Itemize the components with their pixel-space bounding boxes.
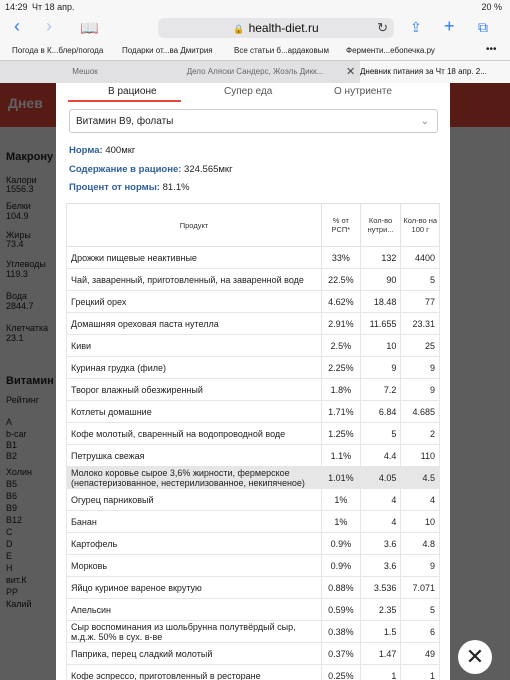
nutrient-modal	[56, 83, 450, 680]
product-name: Кофе молотый, сваренный на водопроводной воде	[67, 423, 322, 445]
rsp-percent: 1.01%	[322, 467, 361, 489]
norm-label: Норма:	[69, 145, 103, 156]
nutrient-amount: 4	[360, 489, 401, 511]
table-row[interactable]	[67, 643, 440, 665]
table-row[interactable]	[67, 577, 440, 599]
per-100g: 7.071	[401, 577, 440, 599]
content-label: Содержание в рационе:	[69, 164, 182, 175]
per-100g: 2	[401, 423, 440, 445]
nutrient-amount: 4.05	[360, 467, 401, 489]
nutrient-amount: 2.35	[360, 599, 401, 621]
rsp-percent: 0.88%	[322, 577, 361, 599]
product-name: Картофель	[67, 533, 322, 555]
column-header-amount[interactable]: Кол-во нутри...	[360, 204, 401, 247]
bookmark-item[interactable]: Ферменти...ебопечка.ру	[346, 46, 435, 55]
per-100g: 5	[401, 599, 440, 621]
close-modal-button[interactable]	[458, 640, 492, 674]
tab-item[interactable]: Мешок	[72, 67, 98, 76]
share-icon[interactable]: ⇪	[410, 19, 422, 35]
per-100g: 110	[401, 445, 440, 467]
product-name: Молоко коровье сырое 3,6% жирности, фермерское (непастеризованное, нестерилизованное, некипяченое)	[67, 467, 322, 489]
norm-value: 400мкг	[105, 145, 136, 156]
rsp-percent: 22.5%	[322, 269, 361, 291]
nutrient-amount: 3.6	[360, 533, 401, 555]
product-name: Яйцо куриное вареное вкрутую	[67, 577, 322, 599]
rsp-percent: 0.37%	[322, 643, 361, 665]
rsp-percent: 2.5%	[322, 335, 361, 357]
nutrient-amount: 18.48	[360, 291, 401, 313]
table-row[interactable]	[67, 357, 440, 379]
nutrient-select[interactable]	[69, 109, 438, 133]
rsp-percent: 1%	[322, 489, 361, 511]
product-name: Грецкий орех	[67, 291, 322, 313]
plus-icon[interactable]: +	[444, 16, 455, 36]
column-header-product[interactable]: Продукт	[67, 204, 322, 247]
per-100g: 9	[401, 357, 440, 379]
rsp-percent: 1.71%	[322, 401, 361, 423]
table-row[interactable]	[67, 313, 440, 335]
url-text: health-diet.ru	[248, 21, 319, 35]
product-name: Апельсин	[67, 599, 322, 621]
url-bar[interactable]	[158, 18, 394, 38]
nutrient-amount: 6.84	[360, 401, 401, 423]
product-name: Огурец парниковый	[67, 489, 322, 511]
nutrient-amount: 11.655	[360, 313, 401, 335]
rsp-percent: 2.25%	[322, 357, 361, 379]
table-row[interactable]	[67, 665, 440, 680]
nutrient-amount: 132	[360, 247, 401, 269]
product-name: Морковь	[67, 555, 322, 577]
bookmark-item[interactable]: Все статьи б...ардаковым	[234, 46, 329, 55]
table-row[interactable]	[67, 247, 440, 269]
rsp-percent: 1.8%	[322, 379, 361, 401]
per-100g: 49	[401, 643, 440, 665]
nutrient-amount: 4.4	[360, 445, 401, 467]
rsp-percent: 4.62%	[322, 291, 361, 313]
tab-strip	[0, 60, 510, 83]
per-100g: 4.5	[401, 467, 440, 489]
tab-item-active[interactable]: Дневник питания за Чт 18 апр. 2...	[360, 61, 510, 83]
nutrient-amount: 7.2	[360, 379, 401, 401]
nutrient-amount: 10	[360, 335, 401, 357]
per-100g: 4400	[401, 247, 440, 269]
nutrient-amount: 90	[360, 269, 401, 291]
per-100g: 9	[401, 379, 440, 401]
browser-toolbar	[0, 14, 510, 42]
status-battery: 20 %	[481, 2, 502, 12]
bookmarks-bar	[0, 42, 510, 60]
bookmark-item[interactable]: Погода в К...блер/погода	[12, 46, 104, 55]
rsp-percent: 0.9%	[322, 533, 361, 555]
close-icon: ✕	[465, 644, 485, 669]
rsp-percent: 1.25%	[322, 423, 361, 445]
status-bar	[0, 0, 510, 14]
per-100g: 4.685	[401, 401, 440, 423]
bookmark-item[interactable]: Подарки от...ва Дмитрия	[122, 46, 213, 55]
nutrient-amount: 3.536	[360, 577, 401, 599]
product-name: Куриная грудка (филе)	[67, 357, 322, 379]
chevron-left-icon[interactable]: ‹	[14, 16, 20, 36]
percent-line	[69, 182, 190, 193]
table-row[interactable]	[67, 599, 440, 621]
table-row[interactable]	[67, 489, 440, 511]
content-value: 324.565мкг	[184, 164, 233, 175]
table-row[interactable]	[67, 555, 440, 577]
table-row[interactable]	[67, 423, 440, 445]
nutrient-amount: 1	[360, 665, 401, 680]
column-header-per100[interactable]: Кол-во на 100 г	[401, 204, 440, 247]
product-name: Творог влажный обезжиренный	[67, 379, 322, 401]
rsp-percent: 0.9%	[322, 555, 361, 577]
table-row[interactable]	[67, 445, 440, 467]
table-row[interactable]	[67, 335, 440, 357]
percent-value: 81.1%	[162, 182, 190, 193]
table-row[interactable]	[67, 511, 440, 533]
nutrient-amount: 9	[360, 357, 401, 379]
per-100g: 6	[401, 621, 440, 643]
tab-about-nutrient[interactable]: О нутриенте	[334, 86, 392, 97]
rsp-percent: 33%	[322, 247, 361, 269]
rsp-percent: 0.38%	[322, 621, 361, 643]
tab-item[interactable]: Дело Аляски Сандерс, Жоэль Дикк...	[186, 67, 324, 76]
table-row[interactable]	[67, 379, 440, 401]
nutrient-amount: 3.6	[360, 555, 401, 577]
table-row[interactable]	[67, 533, 440, 555]
content-line	[69, 164, 233, 175]
nutrient-select-value: Витамин B9, фолаты	[76, 116, 174, 127]
nutrient-amount: 1.47	[360, 643, 401, 665]
product-name: Банан	[67, 511, 322, 533]
per-100g: 1	[401, 665, 440, 680]
product-name: Котлеты домашние	[67, 401, 322, 423]
tab-in-diet[interactable]: В рационе	[108, 86, 157, 97]
per-100g: 10	[401, 511, 440, 533]
chevron-down-icon: ⌄	[420, 116, 429, 127]
close-tab-icon[interactable]: ✕	[346, 66, 356, 78]
product-name: Дрожжи пищевые неактивные	[67, 247, 322, 269]
product-name: Домашняя ореховая паста нутелла	[67, 313, 322, 335]
more-icon[interactable]: •••	[486, 44, 497, 55]
status-time: 14:29	[5, 2, 28, 12]
products-table	[66, 203, 440, 680]
book-icon[interactable]: 📖	[80, 20, 99, 37]
reload-icon[interactable]: ↻	[377, 20, 388, 35]
tabs-icon[interactable]: ⧉	[478, 19, 488, 35]
product-name: Кофе эспрессо, приготовленный в ресторане	[67, 665, 322, 680]
per-100g: 5	[401, 269, 440, 291]
norm-line	[69, 145, 135, 156]
lock-icon: 🔒	[233, 24, 245, 34]
per-100g: 9	[401, 555, 440, 577]
per-100g: 4.8	[401, 533, 440, 555]
active-tab-indicator	[68, 100, 181, 102]
rsp-percent: 0.25%	[322, 665, 361, 680]
rsp-percent: 0.59%	[322, 599, 361, 621]
table-body	[67, 247, 440, 680]
product-name: Паприка, перец сладкий молотый	[67, 643, 322, 665]
nutrient-amount: 4	[360, 511, 401, 533]
column-header-rsp[interactable]: % от РСП*	[322, 204, 361, 247]
per-100g: 25	[401, 335, 440, 357]
table-row[interactable]	[67, 269, 440, 291]
percent-label: Процент от нормы:	[69, 182, 160, 193]
nutrient-amount: 5	[360, 423, 401, 445]
table-row[interactable]	[67, 467, 440, 489]
table-row[interactable]	[67, 621, 440, 643]
rsp-percent: 1.1%	[322, 445, 361, 467]
product-name: Петрушка свежая	[67, 445, 322, 467]
rsp-percent: 1%	[322, 511, 361, 533]
table-row[interactable]	[67, 401, 440, 423]
product-name: Чай, заваренный, приготовленный, на заваренной воде	[67, 269, 322, 291]
table-header-row	[67, 204, 440, 247]
tab-super-food[interactable]: Супер еда	[224, 86, 273, 97]
product-name: Сыр воспоминания из шольбрунна полутвёрдый сыр, м.д.ж. 50% в сух. в-ве	[67, 621, 322, 643]
per-100g: 4	[401, 489, 440, 511]
table-row[interactable]	[67, 291, 440, 313]
rsp-percent: 2.91%	[322, 313, 361, 335]
modal-tabs	[56, 83, 450, 103]
status-date: Чт 18 апр.	[32, 2, 75, 12]
per-100g: 77	[401, 291, 440, 313]
nutrient-amount: 1.5	[360, 621, 401, 643]
per-100g: 23.31	[401, 313, 440, 335]
product-name: Киви	[67, 335, 322, 357]
chevron-right-icon[interactable]: ›	[46, 16, 52, 36]
